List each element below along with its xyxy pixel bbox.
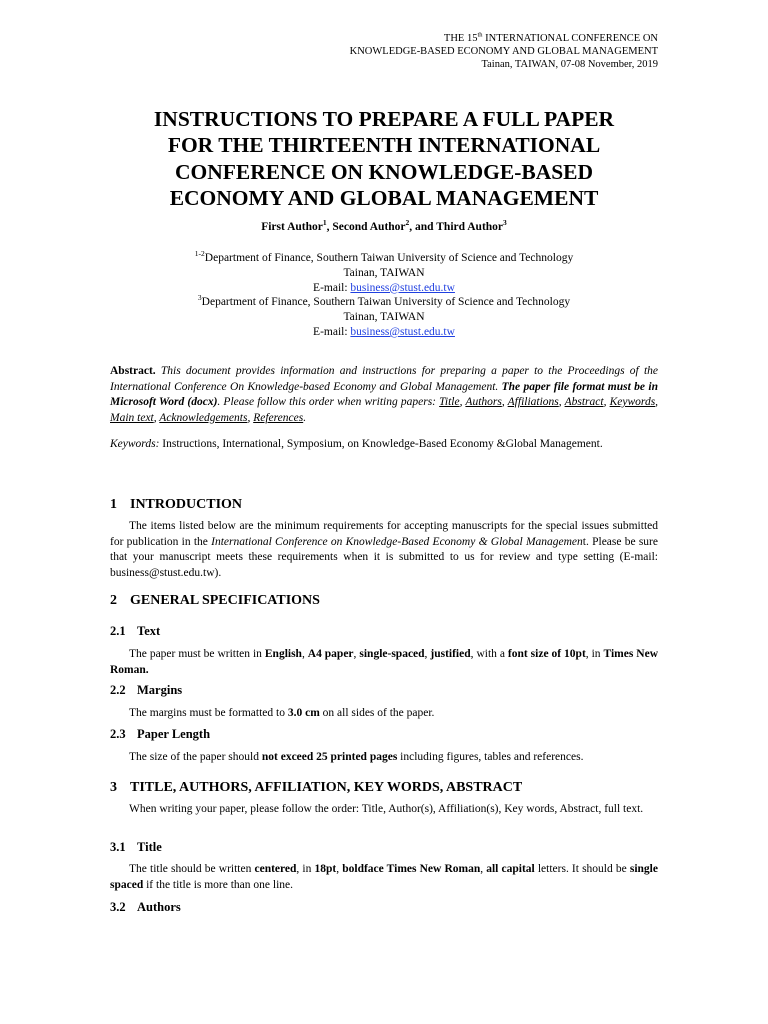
intro-paragraph: The items listed below are the minimum requirements for accepting manuscripts for the special issues submitted for publication in the International Conference on Knowledge-Based Economy & Global Management. Please be sure that your manuscript meets these requirements when it is submitted to us for review and type setting (E-mail: business@stust.edu.tw). [110, 520, 658, 579]
margins-spec-paragraph: The margins must be formatted to 3.0 cm on all sides of the paper. [129, 707, 435, 719]
subsection-heading-title: 3.1 Title [110, 840, 162, 854]
subsection-heading-margins: 2.2 Margins [110, 683, 183, 697]
author-list: First Author$^1$, Second Author$^2$, and Third Author$^3$ [261, 218, 507, 233]
order-item: References [253, 411, 304, 424]
header-line-3: Tainan, TAIWAN, 07-08 November, 2019 [481, 59, 658, 70]
email-link[interactable]: business@stust.edu.tw [350, 325, 455, 338]
section-heading-introduction: 1 INTRODUCTION [110, 497, 243, 512]
header-line-1: THE 15th INTERNATIONAL CONFERENCE ON [443, 31, 658, 44]
order-spec-paragraph: When writing your paper, please follow the order: Title, Author(s), Affiliation(s), Key words, Abstract, full text. [129, 803, 644, 815]
order-item: Affiliations [507, 396, 559, 409]
paper-title: INSTRUCTIONS TO PREPARE A FULL PAPER FOR THE THIRTEENTH INTERNATIONAL CONFERENCE ON KNOWLEDGE-BASED ECONOMY AND GLOBAL MANAGEMENT [153, 107, 615, 211]
order-item: Authors [465, 396, 502, 409]
abstract-label: Abstract. [110, 365, 156, 377]
header-line-2: KNOWLEDGE-BASED ECONOMY AND GLOBAL MANAGEMENT [349, 46, 658, 57]
length-spec-paragraph: The size of the paper should not exceed 25 printed pages including figures, tables and references. [129, 751, 584, 763]
affiliation-city: Tainan, TAIWAN [343, 311, 425, 324]
running-header [350, 32, 658, 71]
order-item: Main text [110, 411, 154, 424]
affiliation-email: E-mail: business@stust.edu.tw [313, 325, 455, 338]
section-heading-general-specifications: 2 GENERAL SPECIFICATIONS [110, 593, 320, 608]
abstract: Abstract. This document provides information and instructions for preparing a paper to the Proceedings of the International Conference On Knowledge-based Economy and Global Management. The paper file format must be in Microsoft Word (docx). Please follow this order when writing papers: Title, Authors, Affiliations, Abstract, Keywords, Main text, Acknowledgements, References. [110, 365, 659, 424]
subsection-heading-paper-length: 2.3 Paper Length [110, 727, 211, 741]
order-item: Acknowledgements [159, 411, 248, 424]
keywords-label: Keywords: [110, 438, 160, 450]
order-item: Abstract [564, 396, 604, 409]
order-item: Title [439, 396, 460, 409]
title-spec-paragraph: The title should be written centered, in 18pt, boldface Times New Roman, all capital letters. It should be single spaced if the title is more than one line. [110, 863, 658, 891]
affiliation-city: Tainan, TAIWAN [343, 266, 425, 279]
subsection-heading-authors: 3.2 Authors [110, 900, 181, 914]
affiliation-dept: $^3$Department of Finance, Southern Taiwan University of Science and Technology [197, 293, 571, 309]
subsection-heading-text: 2.1 Text [110, 624, 161, 638]
affiliation-email: E-mail: business@stust.edu.tw [313, 281, 455, 294]
affiliation-dept: $^{1-2}$Department of Finance, Southern Taiwan University of Science and Technology [194, 249, 574, 264]
keywords: Keywords: Instructions, International, Symposium, on Knowledge-Based Economy &Global Management. [110, 438, 603, 450]
order-item: Keywords [609, 396, 656, 409]
section-heading-title-authors: 3 TITLE, AUTHORS, AFFILIATION, KEY WORDS, ABSTRACT [110, 780, 523, 795]
email-link[interactable]: business@stust.edu.tw [350, 281, 455, 294]
text-spec-paragraph: The paper must be written in English, A4 paper, single-spaced, justified, with a font size of 10pt, in Times New Roman. [110, 648, 658, 676]
affiliations [0, 251, 768, 340]
